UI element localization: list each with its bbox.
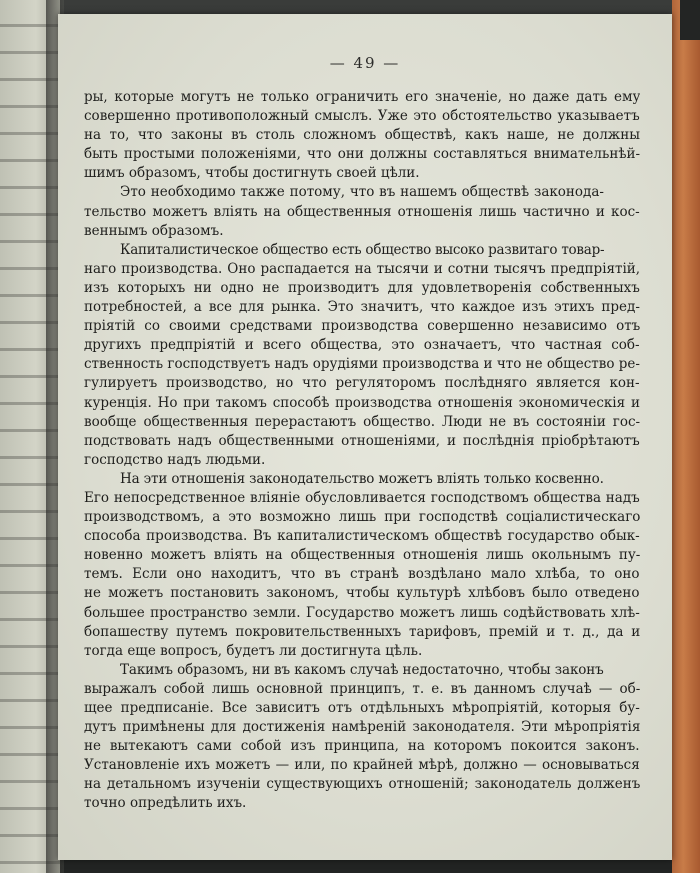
text-line: Это необходимо также потому, что въ нашемъ обществѣ законода- [120,184,604,201]
text-line: совершенно противоположный смыслъ. Уже это обстоятельство указываетъ [84,108,640,125]
text-line: ственность господствуетъ надъ орудіями производства и что не общество ре- [84,356,640,373]
text-line: наго производства. Оно распадается на тысячи и сотни тысячъ предпріятій, [84,260,640,277]
text-line: производствомъ, а это возможно лишь при господствѣ соціалистическаго [84,509,640,526]
text-line: большее пространство земли. Государство можетъ лишь содѣйствовать хлѣ- [84,604,640,621]
text-line: На эти отношенія законодательство можетъ вліять только косвенно. [120,470,604,487]
text-line: бопашеству путемъ покровительственныхъ тарифовъ, премій и т. д., да и [84,623,640,640]
text-line: темъ. Если оно находитъ, что въ странѣ воздѣлано мало хлѣба, то оно [84,566,640,583]
paragraph [84,88,640,183]
text-line: выражалъ собой лишь основной принципъ, т. е. въ данномъ случаѣ — об- [84,680,640,697]
text-line: быть простыми положеніями, что они должны составляться внимательнѣй- [84,146,640,163]
paragraph [84,661,640,814]
text-line: ры, которые могутъ не только ограничить его значеніе, но даже дать ему [84,89,640,105]
text-line: на то, что законы въ столь сложномъ обществѣ, какъ наше, не должны [84,127,640,144]
text-line: куренція. Но при такомъ способѣ производства отношенія экономическія и [84,394,640,411]
text-line: гулируетъ производство, но что регуляторомъ послѣдняго является кон- [84,375,640,392]
text-line: потребностей, а все для рынка. Это значитъ, что каждое изъ этихъ пред- [84,299,640,316]
paragraph [84,470,640,661]
text-line: на детальномъ изученіи существующихъ отношеній; законодатель долженъ [84,776,640,793]
text-line: новенно можетъ вліять на общественныя отношенія лишь окольнымъ пу- [84,547,640,564]
text-line: другихъ предпріятій и всего общества, это означаетъ, что частная соб- [84,337,640,354]
page-text [84,88,640,814]
text-line: дутъ примѣнены для достиженія намѣреній законодателя. Эти мѣропріятія [84,719,640,736]
book-cover-edge [672,0,700,873]
text-line: Его непосредственное вліяніе обусловливается господствомъ общества надъ [84,489,640,506]
text-line: щее предписаніе. Все зависитъ отъ отдѣльныхъ мѣропріятій, которыя бу- [84,700,640,716]
book-page [58,14,672,860]
text-line: способа производства. Въ капиталистическомъ обществѣ государство обык- [84,528,640,545]
page-number: — 49 — [329,54,401,72]
text-line: Капиталистическое общество есть общество высоко развитаго товар- [120,241,605,258]
paragraph [84,183,640,240]
text-line: господство надъ людьми. [84,451,266,468]
text-line: Установленіе ихъ можетъ — или, по крайней мѣрѣ, должно — основываться [84,757,640,774]
text-line: не можетъ постановить закономъ, чтобы культурѣ хлѣбовъ было отведено [84,585,640,602]
text-line: подствовать надъ общественными отношеніями, и послѣднія пріобрѣтаютъ [84,432,640,449]
text-line: шимъ образомъ, чтобы достигнуть своей цѣли. [84,165,420,182]
text-line: тельство можетъ вліять на общественныя отношенія лишь частично и кос- [84,203,640,220]
text-line: Такимъ образомъ, ни въ какомъ случаѣ недостаточно, чтобы законъ [120,661,604,678]
text-line: веннымъ образомъ. [84,222,224,239]
text-line: тогда еще вопросъ, будетъ ли достигнута цѣль. [84,642,423,659]
text-line: точно опредѣлить ихъ. [84,795,247,812]
text-line: не вытекаютъ сами собой изъ принципа, на которомъ покоится законъ. [84,738,640,755]
text-line: изъ которыхъ ни одно не производитъ для удовлетворенія собственныхъ [84,279,640,296]
text-line: вообще общественныя перерастаютъ общество. Люди не въ состояніи гос- [84,413,640,430]
text-line: пріятій со своими средствами производства совершенно независимо отъ [84,318,640,335]
paragraph [84,241,640,470]
cover-shadow [680,0,700,40]
